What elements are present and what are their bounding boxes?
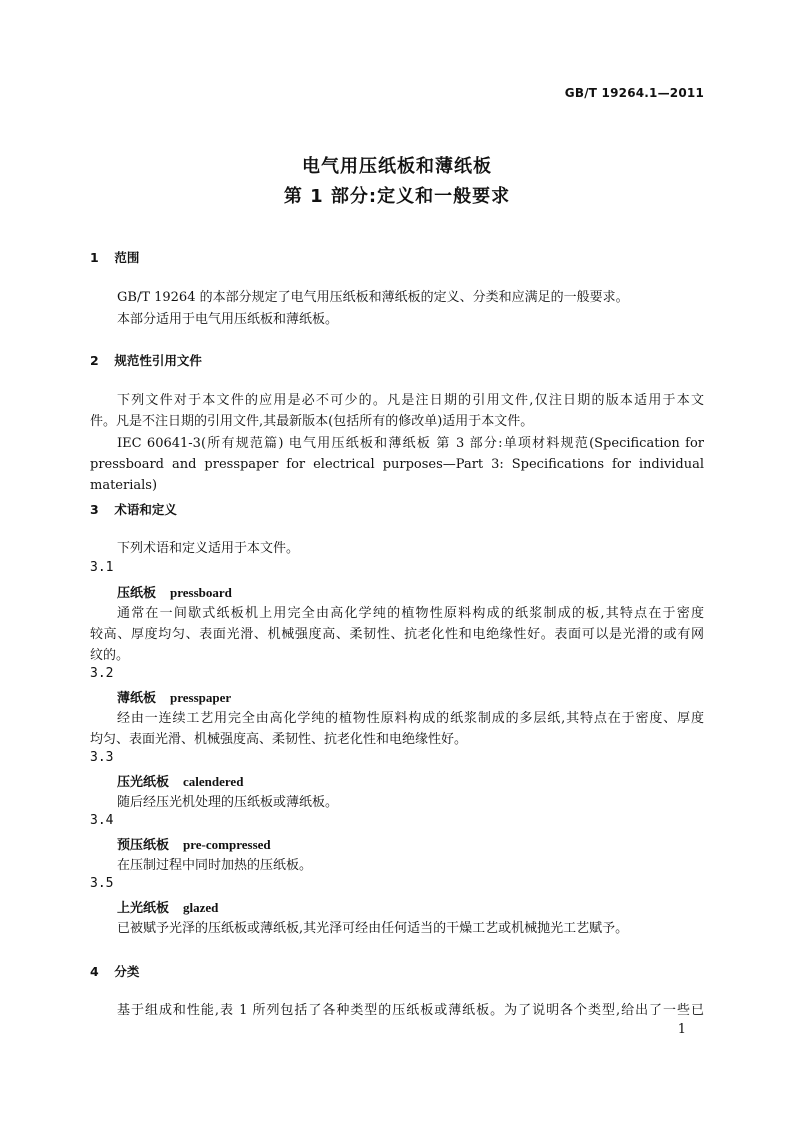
term-definition-line: 在压制过程中同时加热的压纸板。 bbox=[117, 858, 313, 873]
term-definition-line: 较高、厚度均匀、表面光滑、机械强度高、柔韧性、抗老化性和电绝缘性好。表面可以是光滑的或有网 bbox=[90, 627, 704, 642]
section-2-heading bbox=[90, 351, 202, 369]
term-number: 3.4 bbox=[90, 813, 114, 828]
term-heading bbox=[117, 834, 271, 853]
section-title: 范围 bbox=[114, 250, 140, 265]
term-en: pre-compressed bbox=[183, 837, 271, 852]
standard-code: GB/T 19264.1—2011 bbox=[564, 86, 704, 100]
term-zh: 压纸板 bbox=[117, 586, 157, 601]
term-en: glazed bbox=[183, 900, 219, 915]
term-zh: 薄纸板 bbox=[117, 691, 157, 706]
term-number: 3.5 bbox=[90, 876, 114, 891]
page-number: 1 bbox=[677, 1022, 686, 1037]
section-2-para-1-line-1: 下列文件对于本文件的应用是必不可少的。凡是注日期的引用文件,仅注日期的版本适用于本文 bbox=[117, 393, 704, 408]
term-heading bbox=[117, 771, 243, 790]
term-en: presspaper bbox=[170, 690, 232, 705]
term-en: pressboard bbox=[170, 585, 232, 600]
term-definition-line: 均匀、表面光滑、机械强度高、柔韧性、抗老化性和电绝缘性好。 bbox=[90, 732, 468, 747]
term-heading bbox=[117, 582, 232, 601]
section-1-para-1: GB/T 19264 的本部分规定了电气用压纸板和薄纸板的定义、分类和应满足的一般要求。 bbox=[117, 290, 629, 305]
section-title: 规范性引用文件 bbox=[114, 353, 202, 368]
section-2-para-1-line-2: 件。凡是不注日期的引用文件,其最新版本(包括所有的修改单)适用于本文件。 bbox=[90, 414, 534, 429]
section-4-heading bbox=[90, 962, 139, 980]
term-definition-line: 纹的。 bbox=[90, 648, 130, 663]
section-1-heading bbox=[90, 248, 139, 266]
term-heading bbox=[117, 897, 218, 916]
term-zh: 预压纸板 bbox=[117, 838, 170, 853]
section-title: 术语和定义 bbox=[114, 502, 177, 517]
section-number: 3 bbox=[90, 502, 99, 517]
section-3-intro: 下列术语和定义适用于本文件。 bbox=[117, 541, 300, 556]
term-number: 3.1 bbox=[90, 560, 114, 575]
term-zh: 压光纸板 bbox=[117, 775, 170, 790]
section-title: 分类 bbox=[114, 964, 140, 979]
title-line-2: 第 1 部分:定义和一般要求 bbox=[283, 186, 511, 207]
term-definition-line: 通常在一间歇式纸板机上用完全由高化学纯的植物性原料构成的纸浆制成的板,其特点在于密度 bbox=[117, 606, 704, 621]
term-definition-line: 经由一连续工艺用完全由高化学纯的植物性原料构成的纸浆制成的多层纸,其特点在于密度、厚度 bbox=[117, 711, 704, 726]
section-number: 2 bbox=[90, 353, 99, 368]
section-1-para-2: 本部分适用于电气用压纸板和薄纸板。 bbox=[117, 312, 339, 327]
term-number: 3.2 bbox=[90, 666, 114, 681]
term-definition-line: 随后经压光机处理的压纸板或薄纸板。 bbox=[117, 795, 339, 810]
term-number: 3.3 bbox=[90, 750, 114, 765]
section-3-heading bbox=[90, 500, 177, 518]
term-heading bbox=[117, 687, 231, 706]
term-definition-line: 已被赋予光泽的压纸板或薄纸板,其光泽可经由任何适当的干燥工艺或机械抛光工艺赋予。 bbox=[117, 921, 629, 936]
term-zh: 上光纸板 bbox=[117, 901, 170, 916]
term-en: calendered bbox=[183, 774, 244, 789]
reference-line-2: pressboard and presspaper for electrical purposes—Part 3: Specifications for individual materials) bbox=[90, 457, 704, 493]
reference-line-1: IEC 60641-3(所有规范篇) 电气用压纸板和薄纸板 第 3 部分:单项材料规范(Specification for bbox=[117, 436, 704, 451]
section-number: 1 bbox=[90, 250, 99, 265]
title-line-1: 电气用压纸板和薄纸板 bbox=[302, 156, 492, 177]
section-4-para-1-line-1: 基于组成和性能,表 1 所列包括了各种类型的压纸板或薄纸板。为了说明各个类型,给出了一些已 bbox=[117, 1003, 704, 1018]
section-number: 4 bbox=[90, 964, 99, 979]
